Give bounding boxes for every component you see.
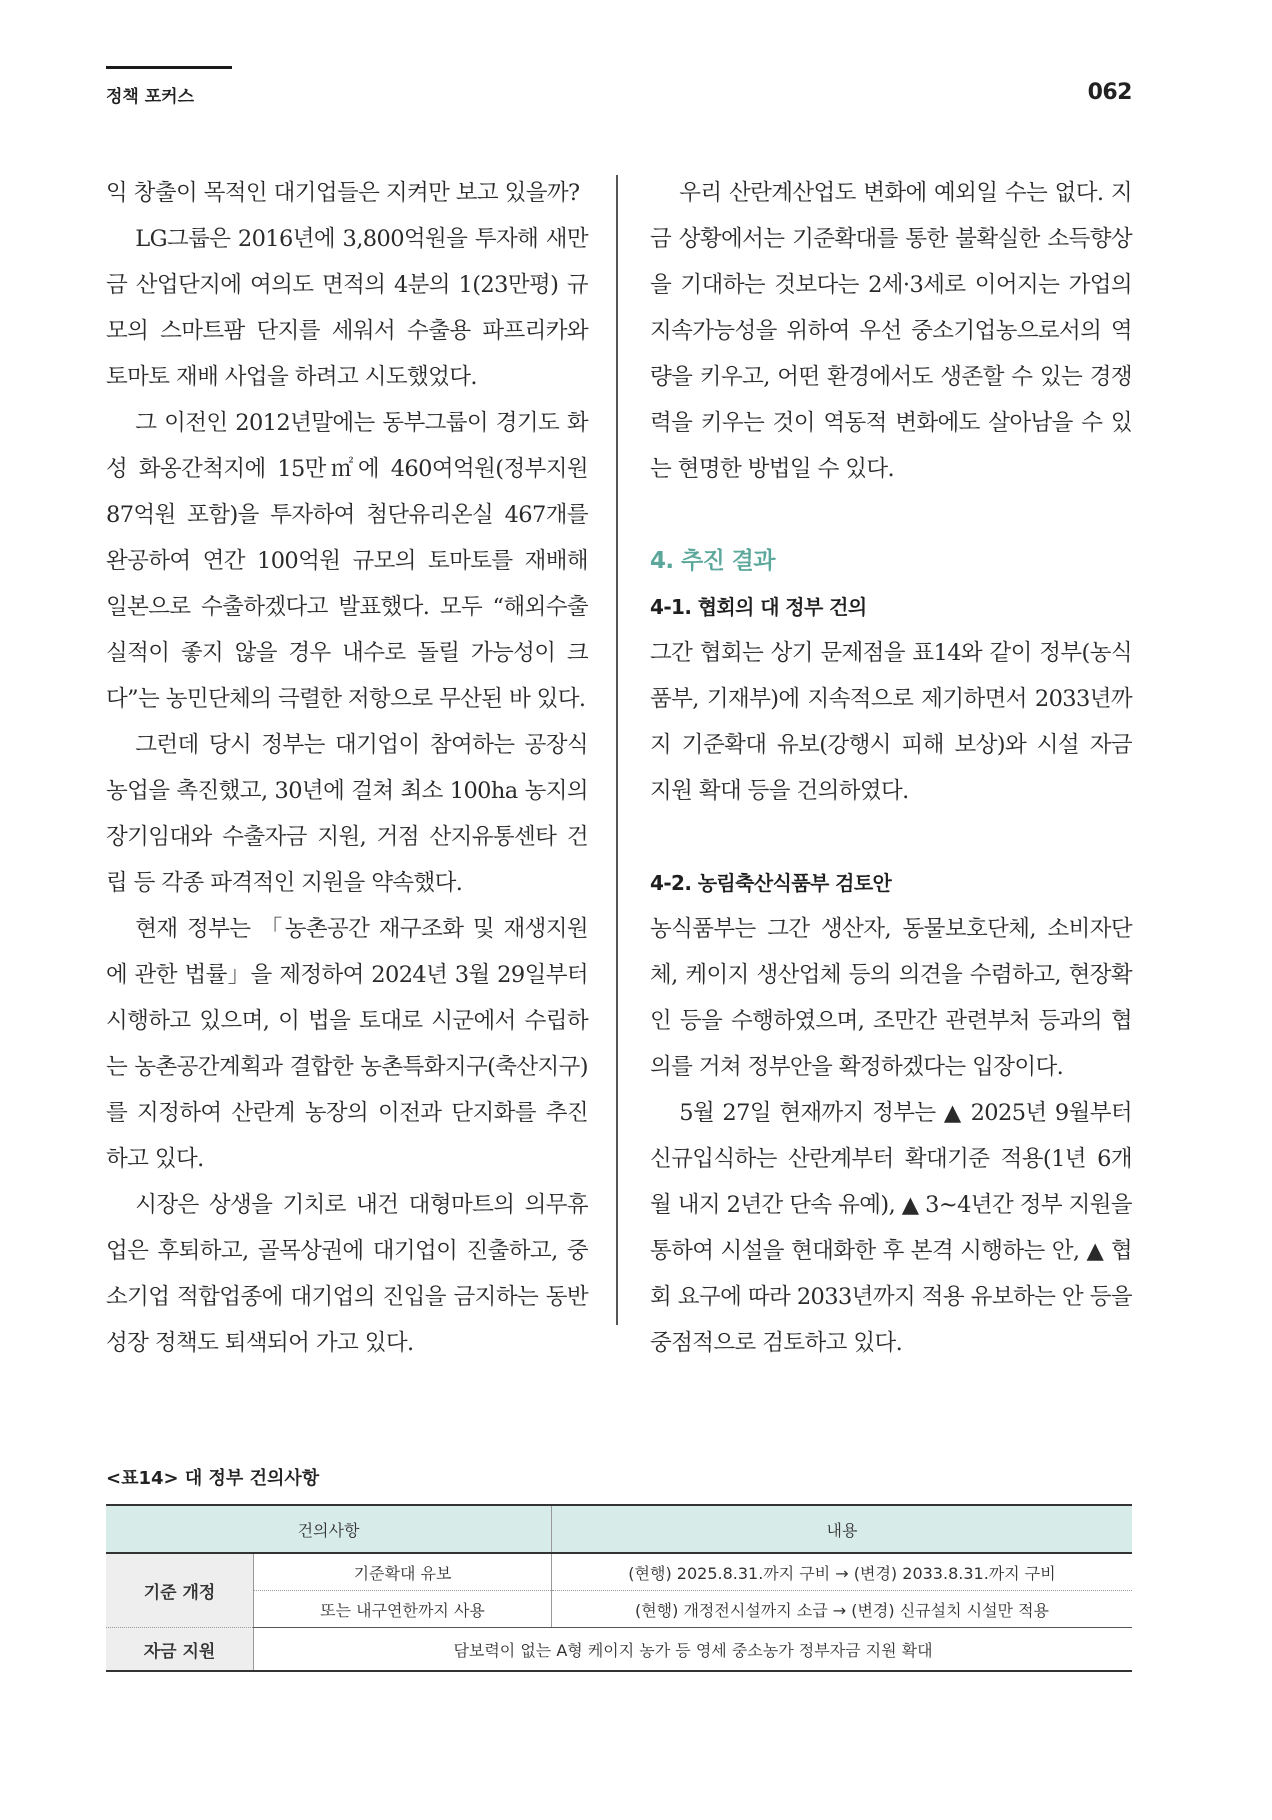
paragraph: 시장은 상생을 기치로 내건 대형마트의 의무휴업은 후퇴하고, 골목상권에 대기업이 진출하고, 중소기업 적합업종에 대기업의 진입을 금지하는 동반성장 정책도 퇴색되어 가고 있다. [106, 1192, 588, 1356]
item-cell: 또는 내구연한까지 사용 [254, 1591, 552, 1628]
proposal-table [106, 1504, 1132, 1672]
paragraph: LG그룹은 2016년에 3,800억원을 투자해 새만금 산업단지에 여의도 면적의 4분의 1(23만평) 규모의 스마트팜 단지를 세워서 수출용 파프리카와 토마토 재배 사업을 하려고 시도했었다. [106, 226, 588, 390]
paragraph: 그간 협회는 상기 문제점을 표14와 같이 정부(농식품부, 기재부)에 지속적으로 제기하면서 2033년까지 기준확대 유보(강행시 피해 보상)와 시설 자금 지원 확대 등을 건의하였다. [650, 640, 1132, 804]
paragraph: 익 창출이 목적인 대기업들은 지켜만 보고 있을까? [106, 180, 580, 206]
paragraph: 그런데 당시 정부는 대기업이 참여하는 공장식 농업을 촉진했고, 30년에 걸쳐 최소 100ha 농지의 장기임대와 수출자금 지원, 거점 산지유통센타 건립 등 각종 파격적인 지원을 약속했다. [106, 732, 588, 896]
table-header: 건의사항 [106, 1505, 552, 1553]
column-divider [616, 175, 618, 1325]
section-heading: 4. 추진 결과 [650, 548, 775, 574]
paragraph: 그 이전인 2012년말에는 동부그룹이 경기도 화성 화옹간척지에 15만㎡에 460여억원(정부지원 87억원 포함)을 투자하여 첨단유리온실 467개를 완공하여 연간 100억원 규모의 토마토를 재배해 일본으로 수출하겠다고 발표했다. 모두 “해외수출 실적이 좋지 않을 경우 내수로 돌릴 가능성이 크다”는 농민단체의 극렬한 저항으로 무산된 바 있다. [106, 410, 588, 712]
paragraph: 농식품부는 그간 생산자, 동물보호단체, 소비자단체, 케이지 생산업체 등의 의견을 수렴하고, 현장확인 등을 수행하였으며, 조만간 관련부처 등과의 협의를 거쳐 정부안을 확정하겠다는 입장이다. [650, 916, 1132, 1080]
table-caption: <표14> 대 정부 건의사항 [106, 1468, 320, 1489]
table-row [106, 1628, 1132, 1672]
content-cell: 담보력이 없는 A형 케이지 농가 등 영세 중소농가 정부자금 지원 확대 [254, 1628, 1133, 1672]
table-header: 내용 [552, 1505, 1133, 1553]
category-cell: 기준 개정 [106, 1553, 254, 1628]
left-column [106, 170, 588, 1366]
item-cell: 기준확대 유보 [254, 1553, 552, 1591]
subsection-heading: 4-1. 협회의 대 정부 건의 [650, 595, 867, 619]
paragraph: 현재 정부는 「농촌공간 재구조화 및 재생지원에 관한 법률」을 제정하여 2024년 3월 29일부터 시행하고 있으며, 이 법을 토대로 시군에서 수립하는 농촌공간계획과 결합한 농촌특화지구(축산지구)를 지정하여 산란계 농장의 이전과 단지화를 추진하고 있다. [106, 916, 588, 1172]
table-row [106, 1591, 1132, 1628]
content-cell: (현행) 개정전시설까지 소급 → (변경) 신규설치 시설만 적용 [552, 1591, 1133, 1628]
right-column [650, 170, 1132, 1366]
paragraph: 우리 산란계산업도 변화에 예외일 수는 없다. 지금 상황에서는 기준확대를 통한 불확실한 소득향상을 기대하는 것보다는 2세·3세로 이어지는 가업의 지속가능성을 위하여 우선 중소기업농으로서의 역량을 키우고, 어떤 환경에서도 생존할 수 있는 경쟁력을 키우는 것이 역동적 변화에도 살아남을 수 있는 현명한 방법일 수 있다. [650, 180, 1132, 482]
section-label: 정책 포커스 [106, 87, 195, 107]
category-cell: 자금 지원 [106, 1628, 254, 1672]
subsection-heading: 4-2. 농림축산식품부 검토안 [650, 871, 892, 895]
content-cell: (현행) 2025.8.31.까지 구비 → (변경) 2033.8.31.까지 구비 [552, 1553, 1133, 1591]
table-row [106, 1553, 1132, 1591]
page-number: 062 [1087, 80, 1132, 105]
header-rule [106, 66, 232, 69]
paragraph: 5월 27일 현재까지 정부는 ▲ 2025년 9월부터 신규입식하는 산란계부터 확대기준 적용(1년 6개월 내지 2년간 단속 유예), ▲ 3~4년간 정부 지원을 통하여 시설을 현대화한 후 본격 시행하는 안, ▲ 협회 요구에 따라 2033년까지 적용 유보하는 안 등을 중점적으로 검토하고 있다. [650, 1100, 1132, 1356]
